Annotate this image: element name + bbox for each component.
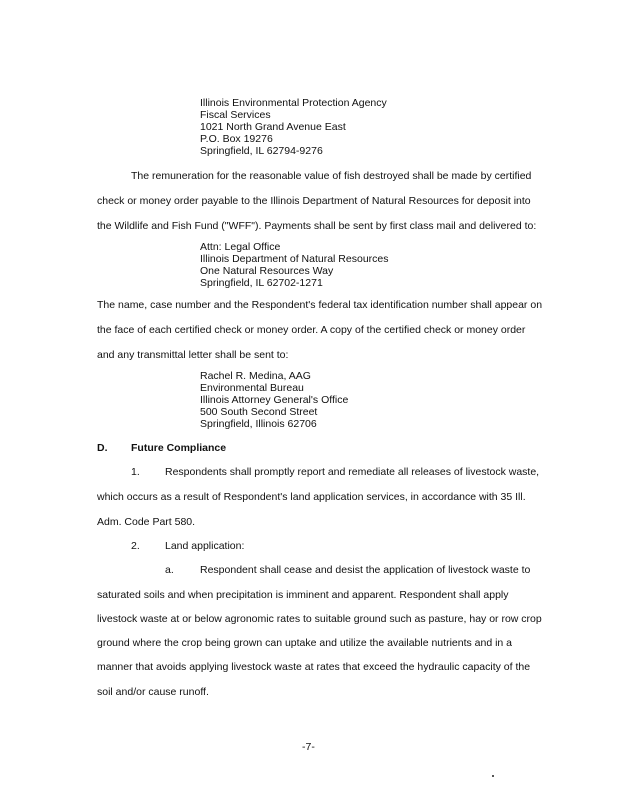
address-line: Springfield, Illinois 62706 [200,418,317,430]
section-title: Future Compliance [131,442,227,454]
paragraph-line: ground where the crop being grown can uptake and utilize the available nutrients and in a [97,637,513,649]
address-line: One Natural Resources Way [200,265,334,277]
paragraph-line: livestock waste at or below agronomic rates to suitable ground such as pasture, hay or row crop [97,613,542,625]
subitem-letter: a. [165,564,174,576]
paragraph-line: the Wildlife and Fish Fund ("WFF"). Payments shall be sent by first class mail and delivered to: [97,220,537,232]
address-line: 500 South Second Street [200,406,318,418]
address-block-epa [200,97,387,157]
address-line: Environmental Bureau [200,382,304,394]
address-line: Attn: Legal Office [200,241,281,253]
paragraph-line: The remuneration for the reasonable value of fish destroyed shall be made by certified [131,170,532,182]
address-line: 1021 North Grand Avenue East [200,121,346,133]
address-block-ag [200,370,348,430]
section-letter: D. [97,442,108,454]
address-line: Springfield, IL 62702-1271 [200,277,323,289]
address-line: P.O. Box 19276 [200,133,273,145]
paragraph-line: Adm. Code Part 580. [97,516,196,528]
address-line: Springfield, IL 62794-9276 [200,145,323,157]
item-number: 2. [131,540,140,552]
address-line: Rachel R. Medina, AAG [200,370,311,382]
scan-speck [492,775,494,777]
paragraph-line: which occurs as a result of Respondent's land application services, in accordance with 35 Ill. [97,491,526,503]
address-block-dnr [200,241,389,289]
address-line: Fiscal Services [200,109,271,121]
address-line: Illinois Attorney General's Office [200,394,349,406]
paragraph-line: manner that avoids applying livestock waste at rates that exceed the hydraulic capacity of the [97,661,531,673]
paragraph-line: The name, case number and the Respondent's federal tax identification number shall appear on [97,299,543,311]
paragraph-line: Respondents shall promptly report and remediate all releases of livestock waste, [165,466,540,478]
paragraph-line: check or money order payable to the Illinois Department of Natural Resources for deposit into [97,195,531,207]
item-number: 1. [131,466,140,478]
address-line: Illinois Environmental Protection Agency [200,97,387,109]
paragraph-line: and any transmittal letter shall be sent to: [97,349,289,361]
paragraph-line: saturated soils and when precipitation is imminent and apparent. Respondent shall apply [97,589,509,601]
item-label: Land application: [165,540,245,552]
paragraph-line: the face of each certified check or money order. A copy of the certified check or money order [97,324,526,336]
page-number: -7- [302,741,315,753]
paragraph-line: soil and/or cause runoff. [97,686,209,698]
address-line: Illinois Department of Natural Resources [200,253,389,265]
paragraph-line: Respondent shall cease and desist the application of livestock waste to [200,564,531,576]
